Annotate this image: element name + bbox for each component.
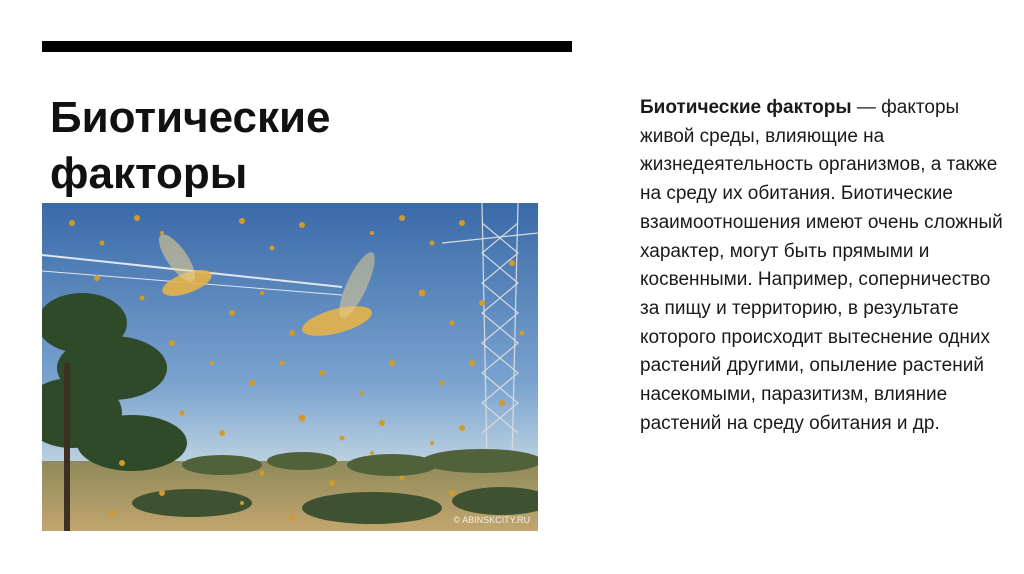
slide-title: Биотические факторы bbox=[50, 93, 331, 198]
locust-swarm-photo bbox=[42, 203, 538, 531]
image-watermark: © ABINSKCITY.RU bbox=[453, 515, 530, 525]
definition-body: — факторы живой среды, влияющие на жизнедеятельность организмов, а также на среду их обитания. Биотические взаимоотношения имеют очень сложный характер, могут быть прямыми и косвенными. Например, соперничество за пищу и территорию, в результате которого происходит вытеснение одних растений другими, опыление растений насекомыми, паразитизм, влияние растений на среду обитания и др. bbox=[640, 97, 1003, 434]
definition-text bbox=[640, 94, 1010, 438]
locust-swarm-image bbox=[42, 203, 538, 531]
top-accent-bar bbox=[42, 41, 572, 52]
term-bold: Биотические факторы bbox=[640, 97, 852, 118]
